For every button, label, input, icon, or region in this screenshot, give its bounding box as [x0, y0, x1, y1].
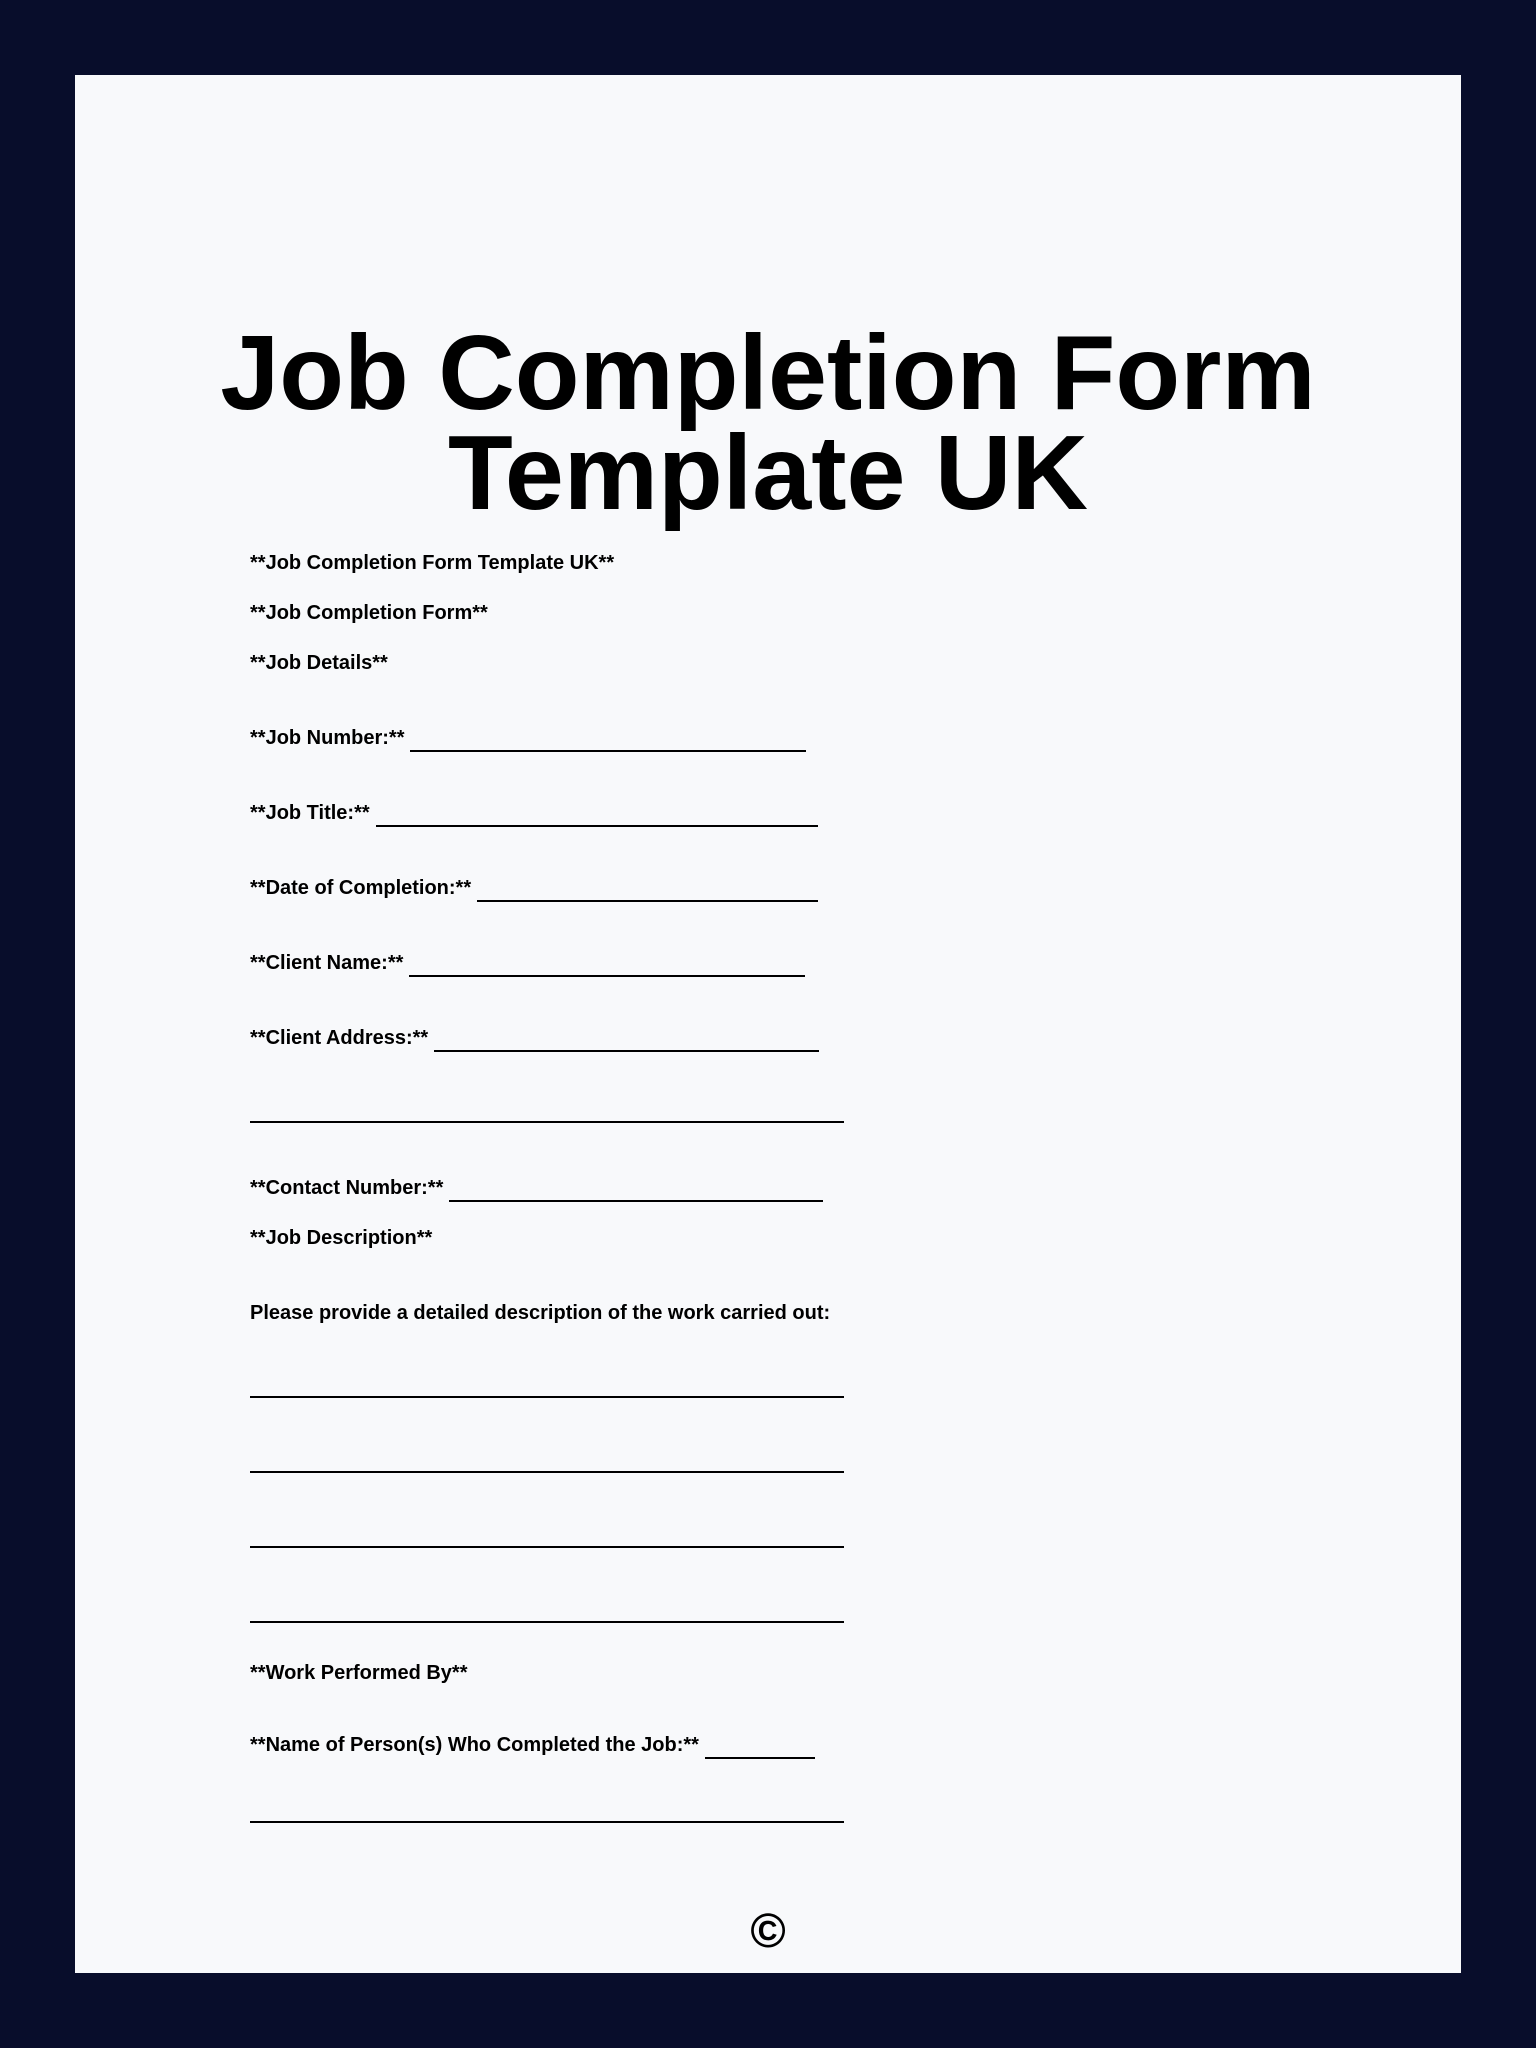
- persons-completed-label: **Name of Person(s) Who Completed the Job:**: [250, 1734, 699, 1756]
- date-of-completion-label: **Date of Completion:**: [250, 877, 472, 899]
- copyright-symbol: ©: [750, 1905, 786, 1958]
- section-heading-work-performed-by: **Work Performed By**: [250, 1662, 468, 1684]
- job-title-input-line[interactable]: [376, 801, 818, 827]
- client-address-field[interactable]: [250, 1022, 819, 1052]
- date-of-completion-input-line[interactable]: [477, 876, 818, 902]
- description-line-4[interactable]: [250, 1621, 844, 1623]
- job-number-field[interactable]: [250, 722, 806, 752]
- job-title-field[interactable]: [250, 797, 818, 827]
- job-title-label: **Job Title:**: [250, 802, 370, 824]
- contact-number-label: **Contact Number:**: [250, 1177, 444, 1199]
- client-name-label: **Client Name:**: [250, 952, 404, 974]
- date-of-completion-field[interactable]: [250, 872, 818, 902]
- description-prompt: Please provide a detailed description of the work carried out:: [250, 1302, 831, 1324]
- persons-completed-field[interactable]: [250, 1729, 815, 1759]
- form-page: [75, 75, 1461, 1973]
- title-line-2: Template UK: [447, 414, 1089, 532]
- description-line-1[interactable]: [250, 1396, 844, 1398]
- job-number-label: **Job Number:**: [250, 727, 405, 749]
- contact-number-input-line[interactable]: [449, 1176, 823, 1202]
- form-heading-form: **Job Completion Form**: [250, 602, 488, 624]
- form-heading-template: **Job Completion Form Template UK**: [250, 552, 615, 574]
- client-name-field[interactable]: [250, 947, 805, 977]
- description-line-2[interactable]: [250, 1471, 844, 1473]
- title-line-1: Job Completion Form: [220, 314, 1316, 432]
- contact-number-field[interactable]: [250, 1172, 823, 1202]
- job-number-input-line[interactable]: [410, 726, 806, 752]
- page-title: [75, 314, 1461, 532]
- client-address-line-2[interactable]: [250, 1121, 844, 1123]
- client-name-input-line[interactable]: [409, 951, 805, 977]
- client-address-label: **Client Address:**: [250, 1027, 429, 1049]
- client-address-input-line[interactable]: [434, 1026, 819, 1052]
- persons-completed-line-2[interactable]: [250, 1821, 844, 1823]
- section-heading-job-description: **Job Description**: [250, 1227, 433, 1249]
- section-heading-job-details: **Job Details**: [250, 652, 388, 674]
- description-line-3[interactable]: [250, 1546, 844, 1548]
- persons-completed-input-line[interactable]: [705, 1733, 815, 1759]
